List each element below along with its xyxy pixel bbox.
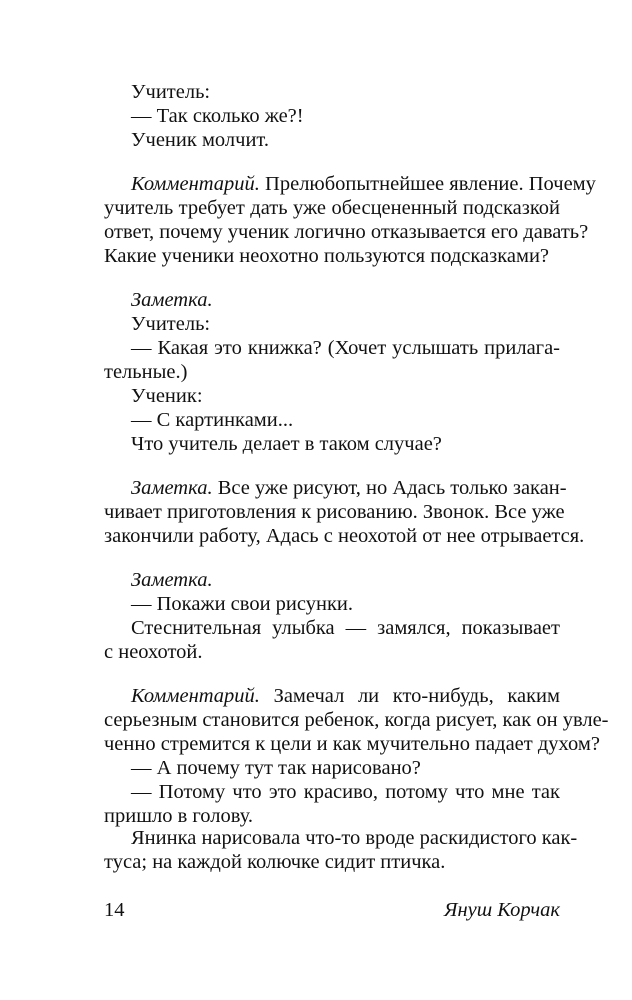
text-line: пришло в голову. [104, 805, 254, 827]
comment-label: Комментарий. [131, 685, 260, 707]
text-line: Какие ученики неохотно пользуются подсказками? [104, 245, 550, 267]
text-line: Что учитель делает в таком случае? [131, 433, 442, 455]
text-line: чивает приготовления к рисованию. Звонок. Все уже [104, 501, 565, 523]
text-line: Учитель: [131, 313, 211, 335]
text-line: — А почему тут так нарисовано? [131, 757, 421, 779]
comment-label: Комментарий. [131, 173, 260, 195]
text-line: тельные.) [104, 361, 188, 383]
text-line: закончили работу, Адась с неохотой от нее отрывается. [104, 525, 585, 547]
text-line: Комментарий. Прелюбопытнейшее явление. Почему [131, 173, 596, 195]
text-line: — Так сколько же?! [131, 105, 304, 127]
text-line: Стеснительная улыбка — замялся, показывает [131, 617, 560, 639]
note-label: Заметка. [131, 477, 213, 499]
text-line: — Какая это книжка? (Хочет услышать прилага- [131, 337, 560, 359]
text-line: учитель требует дать уже обесцененный подсказкой [104, 197, 560, 219]
running-footer-author: Януш Корчак [443, 899, 560, 921]
text-line: ченно стремится к цели и как мучительно падает духом? [104, 733, 600, 755]
text-line: серьезным становится ребенок, когда рисует, как он увле- [104, 709, 609, 731]
text-line: с неохотой. [104, 641, 203, 663]
text-line: — Потому что это красиво, потому что мне так [131, 781, 560, 803]
text-line: Комментарий. Замечал ли кто-нибудь, каким [131, 685, 560, 707]
text-line: Ученик: [131, 385, 203, 407]
text-line: туса; на каждой колючке сидит птичка. [104, 851, 446, 873]
text-line: Учитель: [131, 81, 211, 103]
text-line: Ученик молчит. [131, 129, 269, 151]
text-line: — Покажи свои рисунки. [131, 593, 353, 615]
text-line: ответ, почему ученик логично отказывается его давать? [104, 221, 589, 243]
page-number: 14 [104, 899, 125, 921]
text-line: Янинка нарисовала что-то вроде раскидистого как- [131, 827, 578, 849]
note-label: Заметка. [131, 569, 213, 591]
text-line: — С картинками... [131, 409, 294, 431]
note-label: Заметка. [131, 289, 213, 311]
text-line: Заметка. Все уже рисуют, но Адась только закан- [131, 477, 567, 499]
